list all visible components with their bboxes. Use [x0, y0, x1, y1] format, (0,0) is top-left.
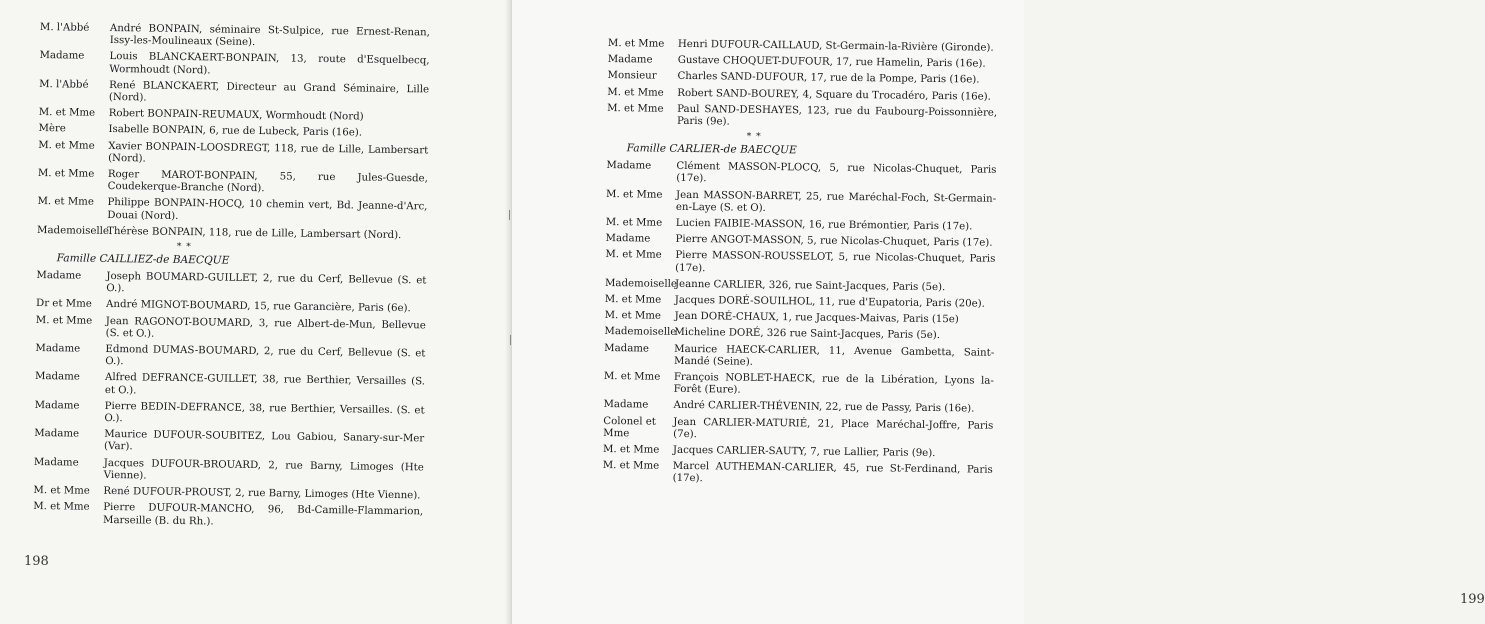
- entry-title: M. et Mme: [604, 310, 662, 322]
- directory-entry: [607, 103, 997, 132]
- entry-title: Madame: [33, 456, 79, 469]
- entry-title: M. et Mme: [602, 460, 660, 472]
- left-family-heading: Famille CAILLIEZ-de BAECQUE: [56, 252, 230, 267]
- entry-title: Madame: [34, 371, 80, 384]
- left-page: [0, 0, 512, 624]
- entry-text: Marcel AUTHEMAN-CARLIER, 45, rue St-Ferdinand, Paris (17e).: [672, 461, 993, 485]
- entry-text: André BONPAIN, séminaire St-Sulpice, rue Ernest-Renan, Issy-les-Moulineaux (Seine).: [109, 22, 430, 49]
- right-section-stars: * *: [746, 131, 762, 143]
- directory-entry: [605, 249, 995, 278]
- entry-text: Lucien FAIBIE-MASSON, 16, rue Brémontier, Paris (17e).: [675, 217, 973, 233]
- directory-entry: [36, 298, 426, 316]
- left-family-entries: [33, 270, 427, 531]
- entry-title: Mademoiselle: [604, 326, 677, 339]
- entry-title: M. et Mme: [607, 86, 664, 99]
- entry-text: Paul SAND-DESHAYES, 123, rue du Faubourg-Poissonnière, Paris (9e).: [676, 103, 998, 128]
- entry-text: Jean CARLIER-MATURIÉ, 21, Place Maréchal-Joffre, Paris (7e).: [673, 416, 994, 440]
- directory-entry: [606, 160, 996, 189]
- entry-text: Micheline DORÉ, 326 rue Saint-Jacques, Paris (5e).: [674, 327, 941, 342]
- directory-entry: [603, 416, 993, 445]
- entry-title: Mademoiselle: [604, 277, 677, 290]
- entry-title: Colonel et Mme: [603, 415, 656, 440]
- entry-title: M. et Mme: [604, 294, 662, 306]
- entry-text: Maurice HAECK-CARLIER, 11, Avenue Gambetta, Saint-Mandé (Seine).: [673, 343, 995, 368]
- entry-text: Jacques DUFOUR-BROUARD, 2, rue Barny, Limoges (Hte Vienne).: [103, 457, 424, 482]
- entry-text: Jean DORÉ-CHAUX, 1, rue Jacques-Maivas, Paris (15e): [674, 311, 959, 326]
- directory-entry: [604, 343, 994, 372]
- directory-entry: [38, 140, 428, 170]
- entry-text: René BLANCKAERT, Directeur au Grand Séminaire, Lille (Nord).: [108, 79, 430, 104]
- entry-text: Pierre ANGOT-MASSON, 5, rue Nicolas-Chuquet, Paris (17e).: [675, 234, 993, 249]
- directory-entry: [36, 315, 426, 345]
- fold-mark: [509, 210, 510, 220]
- directory-entry: [38, 123, 428, 141]
- entry-title: Madame: [39, 50, 85, 63]
- entry-title: M. l'Abbé: [39, 22, 90, 34]
- entry-text: Jacques DORÉ-SOUILHOL, 11, rue d'Eupatoria, Paris (20e).: [674, 294, 985, 310]
- directory-entry: [605, 233, 995, 250]
- entry-title: M. l'Abbé: [39, 78, 89, 91]
- directory-entry: [603, 444, 993, 461]
- entry-title: M. et Mme: [33, 485, 90, 497]
- left-entries: [33, 22, 430, 535]
- entry-text: Jean RAGONOT-BOUMARD, 3, rue Albert-de-Mun, Bellevue (S. et O.).: [105, 315, 426, 340]
- entry-title: M. et Mme: [38, 107, 96, 119]
- directory-entry: [604, 371, 994, 400]
- directory-entry: [606, 217, 996, 234]
- directory-entry: [34, 457, 424, 487]
- directory-entry: [34, 428, 424, 458]
- entry-text: Maurice DUFOUR-SOUBITEZ, Lou Gabiou, Sanary-sur-Mer (Var).: [103, 429, 425, 453]
- entry-title: Madame: [34, 428, 80, 440]
- directory-entry: [605, 278, 995, 295]
- directory-entry: [39, 79, 429, 109]
- directory-entry: [39, 107, 429, 125]
- entry-text: Xavier BONPAIN-LOOSDREGT, 118, rue de Lille, Lambersart (Nord).: [108, 140, 429, 165]
- entry-text: Gustave CHOQUET-DUFOUR, 17, rue Hamelin, Paris (16e).: [677, 55, 986, 70]
- directory-entry: [39, 50, 429, 80]
- directory-entry: [606, 189, 996, 218]
- entry-text: Robert SAND-BOUREY, 4, Square du Trocadéro, Paris (16e).: [677, 87, 992, 103]
- directory-entry: [607, 70, 997, 87]
- entry-text: François NOBLET-HAECK, rue de la Libération, Lyons la-Forêt (Eure).: [673, 371, 994, 396]
- directory-entry: [35, 371, 425, 401]
- entry-text: Henri DUFOUR-CAILLAUD, St-Germain-la-Rivière (Gironde).: [677, 38, 994, 54]
- directory-entry: [35, 343, 425, 373]
- entry-text: Isabelle BONPAIN, 6, rue de Lubeck, Paris (16e).: [108, 124, 363, 139]
- entry-title: Mère: [38, 123, 66, 135]
- right-family-entries: [603, 160, 997, 489]
- directory-entry: [605, 294, 995, 311]
- entry-text: Edmond DUMAS-BOUMARD, 2, rue du Cerf, Bellevue (S. et O.).: [105, 344, 426, 368]
- entry-title: M. et Mme: [606, 188, 663, 201]
- entry-title: M. et Mme: [607, 38, 665, 50]
- fold-mark: [510, 335, 511, 345]
- directory-entry: [603, 460, 993, 489]
- entry-title: M. et Mme: [602, 444, 660, 456]
- entry-text: Jeanne CARLIER, 326, rue Saint-Jacques, Paris (5e).: [674, 278, 946, 293]
- directory-entry: [40, 22, 430, 52]
- directory-entry: [604, 326, 994, 343]
- entry-text: René DUFOUR-PROUST, 2, rue Barny, Limoges (Hte Vienne).: [103, 486, 421, 502]
- entry-title: Monsieur: [607, 70, 657, 83]
- entry-text: Jean MASSON-BARRET, 25, rue Maréchal-Foch, St-Germain-en-Laye (S. et O).: [675, 189, 997, 214]
- entry-text: Jacques CARLIER-SAUTY, 7, rue Lallier, Paris (9e).: [672, 444, 936, 460]
- directory-entry: [37, 196, 427, 226]
- entry-text: Alfred DEFRANCE-GUILLET, 38, rue Berthier, Versailles (S. et O.).: [104, 372, 426, 397]
- entry-text: Robert BONPAIN-REUMAUX, Wormhoudt (Nord): [108, 108, 364, 123]
- entry-text: Roger MAROT-BONPAIN, 55, rue Jules-Guesde, Coudekerque-Branche (Nord).: [107, 168, 428, 195]
- entry-title: Mademoiselle: [37, 224, 110, 237]
- entry-text: André CARLIER-THÉVENIN, 22, rue de Passy, Paris (16e).: [673, 400, 975, 415]
- entry-title: Dr et Mme: [35, 298, 92, 311]
- entry-text: Pierre MASSON-ROUSSELOT, 5, rue Nicolas-Chuquet, Paris (17e).: [675, 250, 996, 274]
- entry-text: Philippe BONPAIN-HOCQ, 10 chemin vert, Bd. Jeanne-d'Arc, Douai (Nord).: [107, 197, 428, 222]
- entry-title: Madame: [604, 342, 650, 355]
- directory-entry: [33, 501, 423, 531]
- right-top-entries: [607, 38, 998, 132]
- entry-title: Madame: [605, 233, 651, 245]
- left-page-number: 198: [24, 554, 49, 569]
- directory-entry: [605, 310, 995, 327]
- left-section-stars: * *: [176, 241, 192, 253]
- entry-text: Louis BLANCKAERT-BONPAIN, 13, route d'Esquelbecq, Wormhoudt (Nord).: [109, 51, 430, 76]
- directory-entry: [603, 399, 993, 416]
- directory-entry: [607, 87, 997, 104]
- directory-entry: [33, 485, 423, 503]
- entry-title: Madame: [603, 399, 649, 411]
- entry-text: Joseph BOUMARD-GUILLET, 2, rue du Cerf, Bellevue (S. et O.).: [106, 271, 427, 295]
- directory-entry: [37, 225, 427, 243]
- entry-title: Madame: [35, 343, 81, 355]
- right-page-number: 199: [1460, 592, 1485, 607]
- entry-text: Pierre BEDIN-DEFRANCE, 38, rue Berthier, Versailles. (S. et O.).: [104, 400, 425, 425]
- entry-text: André MIGNOT-BOUMARD, 15, rue Garancière, Paris (6e).: [105, 299, 411, 315]
- left-top-entries: [37, 22, 430, 242]
- entry-text: Clément MASSON-PLOCQ, 5, rue Nicolas-Chuquet, Paris (17e).: [676, 161, 997, 185]
- entry-title: M. et Mme: [33, 501, 90, 514]
- directory-entry: [608, 54, 998, 71]
- entry-title: Madame: [36, 270, 82, 282]
- entry-title: M. et Mme: [605, 217, 663, 229]
- directory-entry: [38, 168, 428, 198]
- entry-title: M. et Mme: [605, 249, 662, 262]
- right-family-heading: Famille CARLIER-de BAECQUE: [626, 142, 797, 157]
- entry-title: M. et Mme: [38, 139, 95, 152]
- right-entries: [602, 38, 997, 493]
- entry-text: Charles SAND-DUFOUR, 17, rue de la Pompe, Paris (16e).: [677, 71, 980, 86]
- directory-entry: [34, 400, 424, 430]
- entry-title: M. et Mme: [35, 314, 93, 327]
- directory-entry: [36, 270, 426, 300]
- entry-text: Thérèse BONPAIN, 118, rue de Lille, Lambersart (Nord).: [107, 225, 402, 241]
- entry-title: M. et Mme: [37, 168, 95, 180]
- entry-title: Madame: [34, 399, 80, 412]
- entry-title: M. et Mme: [603, 371, 661, 383]
- entry-title: M. et Mme: [607, 102, 664, 115]
- entry-title: Madame: [606, 160, 652, 172]
- entry-title: M. et Mme: [37, 196, 94, 209]
- entry-text: Pierre DUFOUR-MANCHO, 96, Bd-Camille-Flammarion, Marseille (B. du Rh.).: [102, 502, 424, 527]
- entry-title: Madame: [607, 54, 653, 66]
